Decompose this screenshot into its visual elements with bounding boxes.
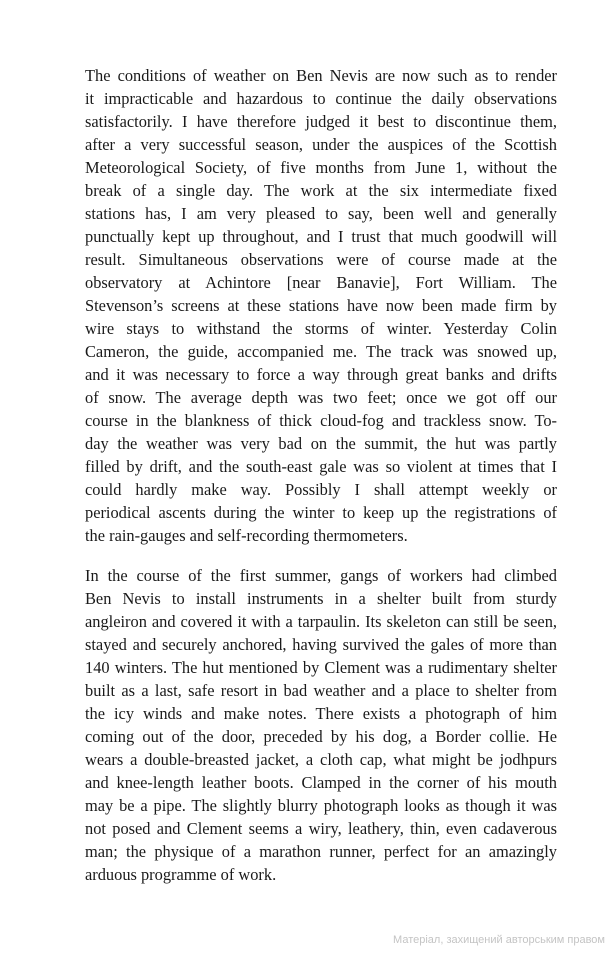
quote-line: Cameron, the guide, accompanied me. The track was snowed up, [85, 342, 557, 361]
quote-line: periodical ascents during the winter to keep up the registrations of [85, 503, 557, 522]
quote-line: stations has, I am very pleased to say, been well and generally [85, 204, 557, 223]
quote-line: The conditions of weather on Ben Nevis are now such as to render [85, 66, 557, 85]
quote-line: day the weather was very bad on the summit, the hut was partly [85, 434, 557, 453]
paragraph-line: the icy winds and make notes. There exists a photograph of him [85, 704, 557, 723]
block-quote [85, 64, 557, 547]
quote-line: observatory at Achintore [near Banavie], Fort William. The [85, 273, 557, 292]
quote-line: could hardly make way. Possibly I shall attempt weekly or [85, 480, 557, 499]
quote-line: filled by drift, and the south-east gale was so violent at times that I [85, 457, 557, 476]
paragraph-line: man; the physique of a marathon runner, perfect for an amazingly [85, 842, 557, 861]
paragraph-line: In the course of the first summer, gangs of workers had climbed [85, 566, 557, 585]
quote-line: and it was necessary to force a way through great banks and drifts [85, 365, 557, 384]
quote-line: Stevenson’s screens at these stations have now been made firm by [85, 296, 557, 315]
quote-line: result. Simultaneous observations were of course made at the [85, 250, 557, 269]
quote-line: break of a single day. The work at the six intermediate fixed [85, 181, 557, 200]
quote-line: of snow. The average depth was two feet; once we got off our [85, 388, 557, 407]
quote-line: punctually kept up throughout, and I trust that much goodwill will [85, 227, 557, 246]
paragraph-line: Ben Nevis to install instruments in a shelter built from sturdy [85, 589, 557, 608]
copyright-watermark: Матеріал, захищений авторським правом [393, 934, 605, 946]
quote-line: Meteorological Society, of five months from June 1, without the [85, 158, 557, 177]
paragraph-line: wears a double-breasted jacket, a cloth cap, what might be jodhpurs [85, 750, 557, 769]
paragraph-line: stayed and securely anchored, having survived the gales of more than [85, 635, 557, 654]
quote-line: wire stays to withstand the storms of winter. Yesterday Colin [85, 319, 557, 338]
body-paragraph [85, 564, 557, 886]
quote-line: course in the blankness of thick cloud-fog and trackless snow. To- [85, 411, 557, 430]
quote-line: after a very successful season, under the auspices of the Scottish [85, 135, 557, 154]
paragraph-line: 140 winters. The hut mentioned by Clement was a rudimentary shelter [85, 658, 557, 677]
paragraph-line: and knee-length leather boots. Clamped in the corner of his mouth [85, 773, 557, 792]
paragraph-line: not posed and Clement seems a wiry, leathery, thin, even cadaverous [85, 819, 557, 838]
paragraph-line: coming out of the door, preceded by his dog, a Border collie. He [85, 727, 557, 746]
quote-line: the rain-gauges and self-recording thermometers. [85, 526, 408, 545]
paragraph-line: arduous programme of work. [85, 865, 277, 884]
quote-line: satisfactorily. I have therefore judged it best to discontinue them, [85, 112, 557, 131]
quote-line: it impracticable and hazardous to continue the daily observations [85, 89, 557, 108]
paragraph-line: angleiron and covered it with a tarpaulin. Its skeleton can still be seen, [85, 612, 557, 631]
paragraph-line: may be a pipe. The slightly blurry photograph looks as though it was [85, 796, 557, 815]
paragraph-line: built as a last, safe resort in bad weather and a place to shelter from [85, 681, 557, 700]
